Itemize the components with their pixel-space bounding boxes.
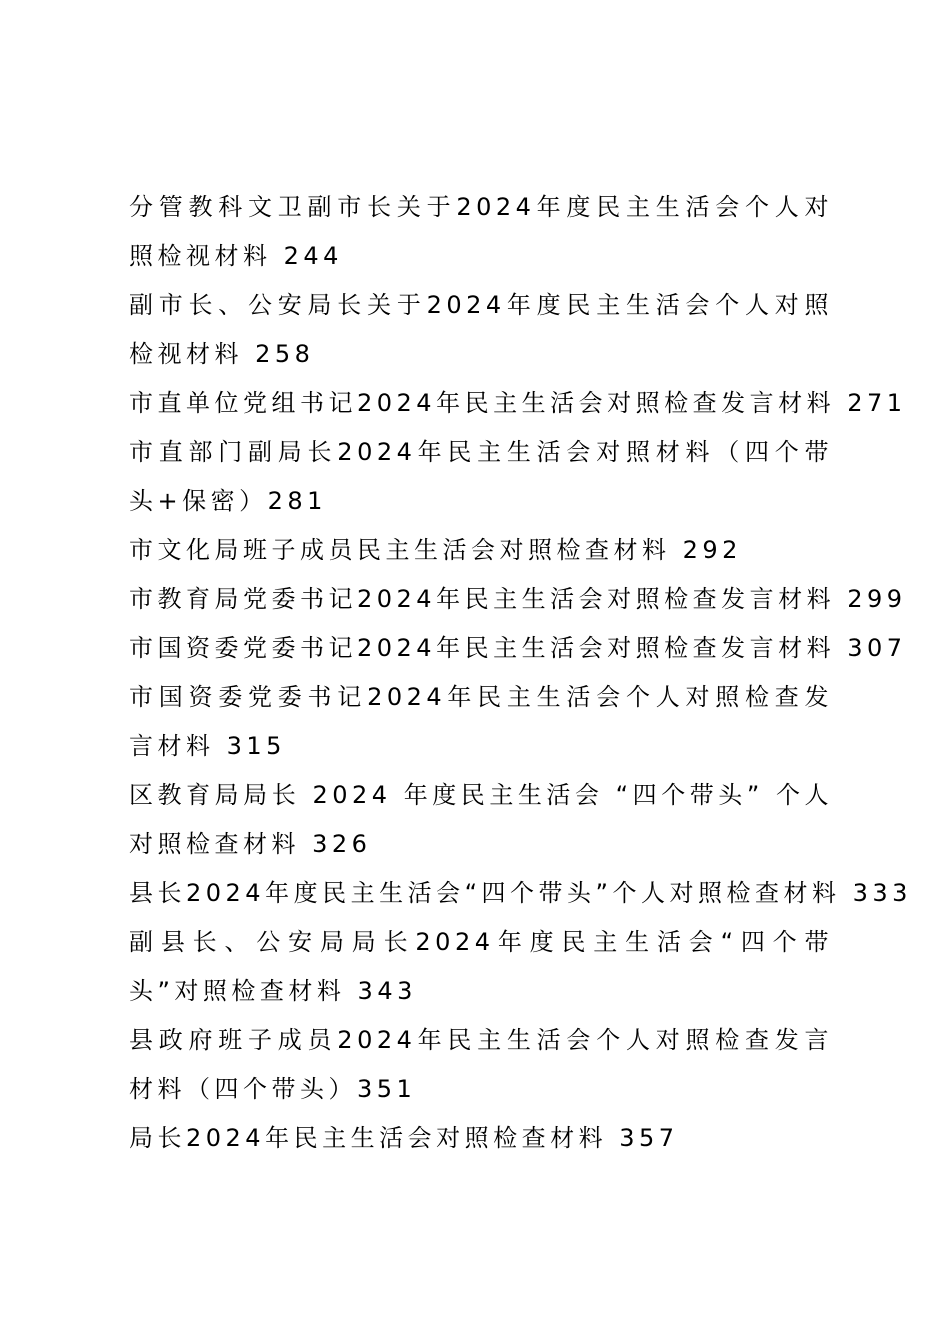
table-of-contents	[129, 183, 912, 1163]
toc-entry[interactable]: 市国资委党委书记2024年民主生活会对照检查发言材料 307	[129, 634, 907, 662]
toc-entry[interactable]: 县政府班子成员2024年民主生活会个人对照检查发言材料（四个带头）351	[129, 1026, 833, 1103]
toc-entry[interactable]: 区教育局局长 2024 年度民主生活会 “四个带头” 个人对照检查材料 326	[129, 781, 833, 858]
toc-entry[interactable]: 市直单位党组书记2024年民主生活会对照检查发言材料 271	[129, 389, 907, 417]
toc-entry[interactable]: 分管教科文卫副市长关于2024年度民主生活会个人对照检视材料 244	[129, 193, 833, 270]
toc-entry[interactable]: 副县长、公安局局长2024年度民主生活会“四个带头”对照检查材料 343	[129, 928, 833, 1005]
toc-entry[interactable]: 市直部门副局长2024年民主生活会对照材料（四个带头+保密）281	[129, 438, 833, 515]
toc-entry[interactable]: 市国资委党委书记2024年民主生活会个人对照检查发言材料 315	[129, 683, 833, 760]
toc-entry[interactable]: 市文化局班子成员民主生活会对照检查材料 292	[129, 536, 742, 564]
toc-entry[interactable]: 市教育局党委书记2024年民主生活会对照检查发言材料 299	[129, 585, 907, 613]
toc-entry[interactable]: 县长2024年度民主生活会“四个带头”个人对照检查材料 333	[129, 879, 912, 907]
toc-entry[interactable]: 副市长、公安局长关于2024年度民主生活会个人对照检视材料 258	[129, 291, 833, 368]
toc-entry[interactable]: 局长2024年民主生活会对照检查材料 357	[129, 1124, 679, 1152]
